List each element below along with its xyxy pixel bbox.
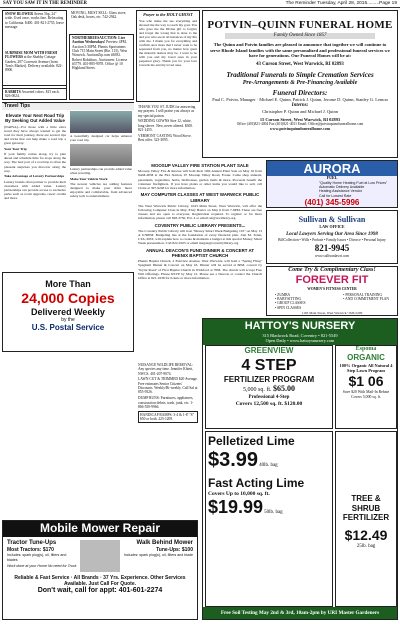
nursery-hours: Open Daily • www.hattoysnursery.com: [265, 338, 335, 344]
funeral-address-2: 15 Curson Street, West Warwick, RI 02893: [259, 116, 341, 122]
classified-title: RABBITS: [5, 90, 21, 94]
unit: 25lb. bag: [356, 543, 376, 549]
travel-tips-label: Travel Tips: [4, 103, 31, 109]
law-office-web: www.sullivanlawri.com: [314, 253, 350, 258]
directors: Paul C. Potvin, Manager · Michael E. Quinn, Patrick J. Quinn, Jerome D. Quinn, Stanley G. Lemon: [212, 97, 388, 103]
prayer-title: Prayer to the HOLY GHOST: [143, 12, 193, 17]
ad-line: U.S. Postal Service: [31, 323, 105, 333]
unit: 50lb. bag: [264, 510, 283, 516]
price: $65.00: [273, 384, 295, 394]
article-text: The newest vehicles are adding features designed to make your drive more enjoyable and comfortable, from advanced safety tech to entertainment.: [70, 181, 132, 199]
classified-text: NUISANCE WILDLIFE REMOVAL: Any species any time. Jennifer Khieri, NWCS. 401-207-9074.: [138, 363, 194, 376]
fitness-ad: [266, 266, 398, 316]
classified-moving: [69, 10, 134, 32]
mower-price: Most Tractors: $170: [7, 547, 54, 554]
funeral-slogan: Traditional Funerals to Simple Cremation Services: [226, 71, 374, 80]
espoma-ad: [335, 345, 397, 429]
mower-includes: Includes: spark plug(s), oil, filters and blade: [123, 553, 193, 558]
ad-number: 24,000 Copies: [21, 289, 115, 306]
law-office-ad: [266, 210, 398, 264]
nursery-name: HATTOY'S NURSERY: [244, 320, 356, 332]
mower-includes: Includes: spark plug(s), oil, filters and blades: [7, 553, 67, 562]
notice-wedding-gowns: WEDDING GOWNS Size 12, white, long sleeve. New, never altered. $300. 821-1455.: [138, 119, 193, 133]
delivered-copies-ad: [2, 272, 134, 352]
rebate: Save $20 With Mail-In Rebate: [342, 390, 390, 395]
product-sub: FERTILIZER PROGRAM: [223, 374, 315, 384]
aurora-sub: FUEL: [326, 175, 338, 180]
article-subhead: Take Advantage of Luxury Partnerships: [4, 174, 65, 179]
mower-phone: Don't wait, call for appt: 401-601-2274: [37, 587, 163, 594]
law-office-phone: 821-9945: [314, 242, 350, 253]
product-title: ORGANIC: [347, 353, 385, 363]
price: $3.99: [208, 449, 259, 472]
mower-price: Tune-Ups: $100: [156, 547, 193, 554]
product-title: Fast Acting Lime: [208, 476, 305, 491]
ad-line: by the: [61, 317, 75, 324]
article-subhead: Your Tour Trip: [4, 146, 27, 151]
fitness-banner: Come Try & Complimentary Class!: [288, 267, 376, 273]
interns: Christopher P. Quinn and Michael J. Quinn: [262, 108, 338, 114]
ad-line: More Than: [45, 279, 91, 289]
fitness-sub: WOMEN'S FITNESS CENTER: [307, 287, 357, 292]
aurora-phone: (401) 345-5996: [304, 198, 360, 208]
directors-title: Funeral Directors:: [272, 89, 328, 98]
photo-caption: Luxury partnerships can provide added value when traveling.: [70, 167, 132, 176]
travel-tips-column-2: [68, 110, 134, 270]
prayer-text: You who make me see everything and showed me the way to reach my goal. You who gave me the Divine gift to forgive and forget the wrong that is done to me and you who are in all instances of my life with me. I thank you for everything and confirm once more that I never want to be separated from you, no matter how great the material desires may be. I want to be with you and my loved ones in your perpetual glory. Thank you for your love towards me and my loved ones.: [139, 18, 197, 68]
article-title: MOOSUP VALLEY FIRE STATION PLANT SALE: [151, 163, 249, 168]
article-text: Moosup Valley Fire & Rescue will hold their 10th Annual Plant Sale on May 16 from 9AM-2PM at the Fire Station, 97 Moosup Valley Road, Foster. Come shop annuals, perennials, vegetables, herbs, birdhouses, garden items & more. Proceeds benefit the volunteer firefighters. If you have plants or other items you would like to sell, call Claire at 397-9248 for more information.: [138, 169, 262, 191]
product-sub: 100% Organic All Natural 4 Step Lawn Program: [339, 362, 393, 374]
aurora-line: "Quality Home Heating Fuel at Low Prices": [319, 180, 388, 185]
nursery-footer: Free Soil Testing May 2nd & 3rd, 10am-2pm by URI Master Gardeners: [203, 607, 397, 619]
article-title: MAY COMPUTER CLASSES AT WEST WARWICK PUBLIC LIBRARY: [140, 192, 260, 203]
article-title: ANNUAL DEACON'S FUND DINNER & CONCERT AT PHENIX BAPTIST CHURCH: [145, 247, 255, 258]
price: $1 06: [348, 373, 384, 390]
price-label: Professional 4-Step: [248, 394, 290, 400]
nursery-address: 315 Blackrock Road, Coventry • 821-5549: [262, 333, 338, 339]
funeral-slogan-2: Pre-Arrangements & Pre-Financing Available: [242, 79, 358, 86]
coverage: Covers 5,000 sq. ft.: [351, 394, 381, 399]
nursery-ad: [202, 318, 398, 620]
fitness-item: • AND COMMITMENT PLAN: [343, 297, 389, 301]
article-title: Elevate Your Next Road Trip By Seeking Out Added Value: [5, 113, 65, 124]
aurora-line: Automatic Delivery Available: [319, 185, 365, 190]
law-office-slogan: Local Lawyers Serving Our Area Since 1998: [286, 232, 378, 238]
price: $19.99: [208, 497, 264, 518]
classified-title: NORTHERBEESAUCTION: Live Auction Wednesdays!: [72, 36, 126, 45]
classified-text: Preview 4PM, Auction 5:30PM. Phenix Sportsmens Club 715 Main Street (Rte. 115), West Warwick. AuctionZip.com #6392. Robert Robidoux, Auctioneer. License #3779. 401-885-9078. Office @ 10 Highland Street.: [72, 40, 128, 71]
classified-flowers: [2, 50, 67, 86]
price-label: 5,000 sq. ft.: [243, 387, 272, 394]
prayer-box: [136, 10, 200, 102]
product-title: TREE & SHRUB FERTILIZER: [342, 494, 390, 523]
header-right: The Reminder Tuesday, April 28, 2015.........Page 19: [285, 1, 397, 6]
mower-title: Mobile Mower Repair: [3, 521, 197, 537]
price: $12.49: [344, 526, 388, 543]
brand: Espoma: [355, 346, 377, 352]
classified-rabbits: [2, 88, 67, 100]
notice-thank-you: THANK YOU ST. JUDE for answering my prayers. I will praise you always as my special patron.: [138, 105, 196, 118]
funeral-home-ad: [202, 10, 398, 158]
mower-repair-ad: [2, 520, 198, 620]
classified-text: at the Shabby Cottage Garden, 207 Cowesett Avenue (from Tom's Market). Delivery available. 822-8900.: [5, 55, 63, 73]
law-office-services: BillCollection • Wills • Probate • Family Issues • Divorce • Personal Injury: [278, 238, 386, 243]
article-text: The Coventry Public Library will host "Money Smart Week Budgeting 101" on May 13 at 6:30PM. Budgeting lies at the foundation of every financial plan. Join M. Tolen, CTA, MST, will explain how to create & maintain a budget at this special Money Smart Week presentation. Call 822-9105 or email megan@coventrylibrary.org: [138, 228, 262, 246]
unit: 40lb. bag: [259, 463, 278, 469]
law-office-sub: LAW OFFICE: [319, 223, 345, 229]
product-title: 4 STEP: [241, 356, 297, 374]
notice-vermont-casting: VERMONT CASTING Wood Stove. Best offer. 323-3095.: [138, 133, 192, 143]
car-photo: [70, 111, 132, 133]
funeral-name: POTVIN–QUINN FUNERAL HOME: [207, 19, 393, 31]
article-text: Phenix Baptist Church, 2 Fairview Avenue, West Warwick, will hold a "Spring Fling" Spaghetti Dinner & Concert on May 16. Dinner will be served at 6PM, concert by "Kyrie Road" of First Baptist Church in Wickford at 7PM. The church will accept Free Will Offerings. Please RSVP by May 12. Please see a Deacon or contact the Church Office at 821-1638 for tickets or more information.: [138, 259, 262, 280]
interns-title: Interns:: [291, 102, 309, 108]
article-text: (NAPSA)—For those with a little extra travel they have always wanted to get the road for their journey, there are several tips and tricks that can help make a road trip a great getaway.: [4, 124, 66, 146]
fitness-item: • BABYSITTING: [275, 297, 302, 301]
mower-service: Tractor Tune-Ups: [7, 540, 57, 546]
travel-tips-header: [2, 102, 134, 110]
funeral-body: The Quinn and Potvin families are pleased to announce that together we will continue to serve Rhode Island families with the same personalized and professional funeral services we have for generations. Our Funeral Homes will be at:: [210, 42, 390, 59]
funeral-web: www.potvinquinnfuneralhome.com: [269, 125, 331, 131]
funeral-address: 43 Curson Street, West Warwick, RI 02893: [256, 61, 344, 67]
fitness-address: 1165 Main Street, West Warwick • 826-5209: [301, 310, 363, 315]
service-classifieds: [136, 362, 200, 502]
law-office-name: Sullivan & Sullivan: [298, 215, 366, 224]
article-text: The West Warwick Public Library, 1043 Main Street, West Warwick, will offer the following Computer Class in May. Ebay Basics on May 6 from 7-8PM. These are free classes and are open to everyone. Registration required. To register or for more information, please call 828-3750, Ext. 4 or email ref@wwlibrary.org.: [138, 203, 262, 221]
fitness-item: • PERSONAL TRAINING: [343, 292, 382, 297]
fitness-item: • GROUP CLASSES: [275, 301, 306, 306]
fitness-name: FOREVER FIT: [295, 274, 369, 287]
mower-note: Work done at your Home No need for Truck: [7, 563, 77, 568]
product-title: Pelletized Lime: [208, 434, 295, 448]
article-title: COVENTRY PUBLIC LIBRARY PRESENTS...: [154, 222, 246, 228]
aurora-logo: AURORA: [267, 161, 397, 176]
page-header: [0, 0, 400, 8]
article-text: If your family comes along, try to plan ahead and schedule time for stops along the way. The best part of a road trip is often the pleasant surprises you discover along the way.: [4, 152, 66, 173]
tree-shrub-ad: [335, 431, 397, 607]
luxury-photo: [70, 144, 132, 166]
classified-text: MOVING, MUST SELL: Glass stove, Oak desk, boxes, etc. 742-2942.: [71, 11, 127, 20]
funeral-phone: Office (401)821-4004 Fax (401)821-4011 Email: Office@potvinquinnfuneralhome.com: [236, 122, 364, 127]
lime-ad: [205, 431, 333, 607]
classified-text: LAWN CUT & TRIMMED $20 Average. Free estimates Senior Citizens' Discounts. Weekly/Bi-weekly. Call Sal at 855-9526.: [138, 377, 198, 395]
ad-line: Delivered Weekly: [31, 306, 105, 317]
aurora-line: Heating Assistance Vendor: [319, 189, 362, 194]
photo-caption: A beautifully designed car helps enhance your road trip.: [70, 134, 132, 143]
fitness-item: • ZUMBA: [275, 292, 291, 297]
aurora-fuel-ad: [266, 160, 398, 208]
funeral-sub: Family Owned Since 1857: [225, 33, 375, 39]
mower-footer: Reliable & Fast Service · All Brands · 37 Yrs. Experience. Other Services Available. Just Call For Quote.: [14, 575, 186, 587]
coverage: Covers Up to 10,000 sq. ft.: [208, 490, 270, 497]
classified-text: HANDICAP RAMPS: 3-4 & 1-8' "S" $50 or both. 225-1209.: [138, 411, 198, 424]
mower-service: Walk Behind Mower: [136, 540, 193, 546]
article-text: Luxury brands often partner to provide their customers with added value. Luxury partnerships can provide access to exclusive perks such as room upgrades, resort credits and more.: [4, 179, 66, 201]
fitness-item: • SPIN CLASSES: [275, 305, 302, 310]
nursery-header: [203, 319, 397, 345]
classified-text: Ariens 5hp, 24" wide. Used once, works fine. Relocating to California. $400. 401-821-2755, leave message.: [5, 12, 64, 29]
classified-text: Assorted colors. $15 each. 826-0024.: [5, 90, 60, 99]
brand: GREENVIEW: [244, 346, 294, 355]
header-left: SAY YOU SAW IT IN THE REMINDER: [3, 1, 87, 6]
classified-auction: [69, 34, 134, 100]
classified-text: DUMP RUNS: Furnitures, appliances, construction debris, trash, junk, etc. 1-866-550-9966.: [138, 396, 194, 409]
article-subhead: Make Your Vehicle Work: [70, 176, 108, 181]
classified-title: SURPRISE MOM WITH FRESH FLOWERS: [5, 51, 58, 60]
classified-title: SNOW BLOWER: [5, 12, 33, 16]
travel-tips-column-1: [2, 110, 68, 270]
greenview-ad: [205, 345, 333, 429]
aurora-line: Call for Lowest Rate: [319, 193, 352, 198]
mower-photo: [80, 540, 120, 572]
price: Covers 12,500 sq. ft. $120.00: [235, 400, 303, 407]
